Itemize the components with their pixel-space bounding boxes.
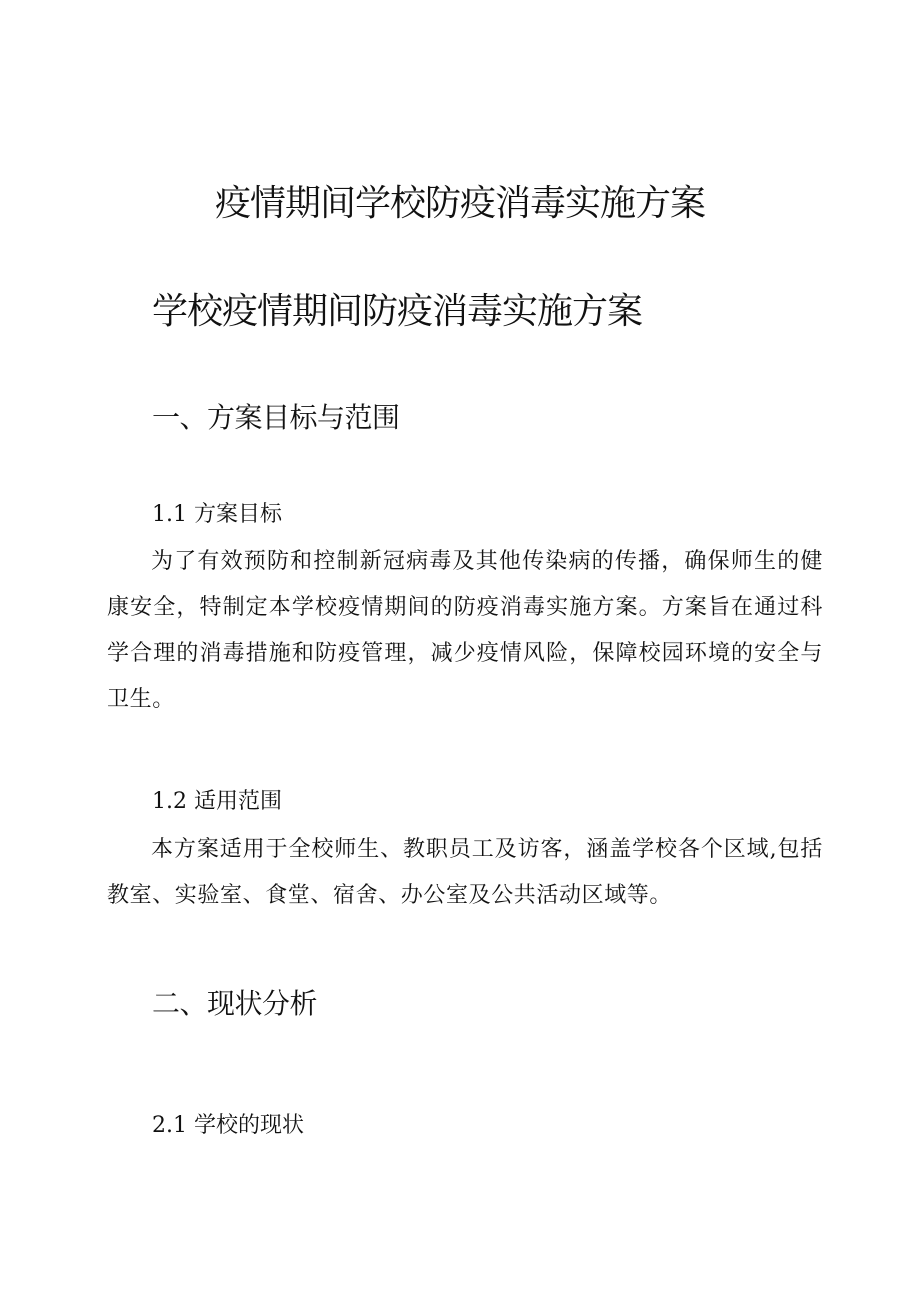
subsection-heading-2-1: 2.1 学校的现状 <box>152 1113 304 1138</box>
document-subtitle: 学校疫情期间防疫消毒实施方案 <box>152 291 643 332</box>
document-title: 疫情期间学校防疫消毒实施方案 <box>214 183 705 224</box>
section-heading-1: 一、方案目标与范围 <box>152 401 400 434</box>
subsection-heading-1-2: 1.2 适用范围 <box>152 789 282 814</box>
paragraph-1-1: 为了有效预防和控制新冠病毒及其他传染病的传播，确保师生的健康安全，特制定本学校疫情期间的防疫消毒实施方案。方案旨在通过科学合理的消毒措施和防疫管理，减少疫情风险，保障校园环境的安全与卫生。 <box>107 549 823 712</box>
paragraph-1-2: 本方案适用于全校师生、教职员工及访客，涵盖学校各个区域,包括教室、实验室、食堂、宿舍、办公室及公共活动区域等。 <box>107 837 823 908</box>
section-heading-2: 二、现状分析 <box>152 987 318 1020</box>
subsection-heading-1-1: 1.1 方案目标 <box>152 502 282 527</box>
